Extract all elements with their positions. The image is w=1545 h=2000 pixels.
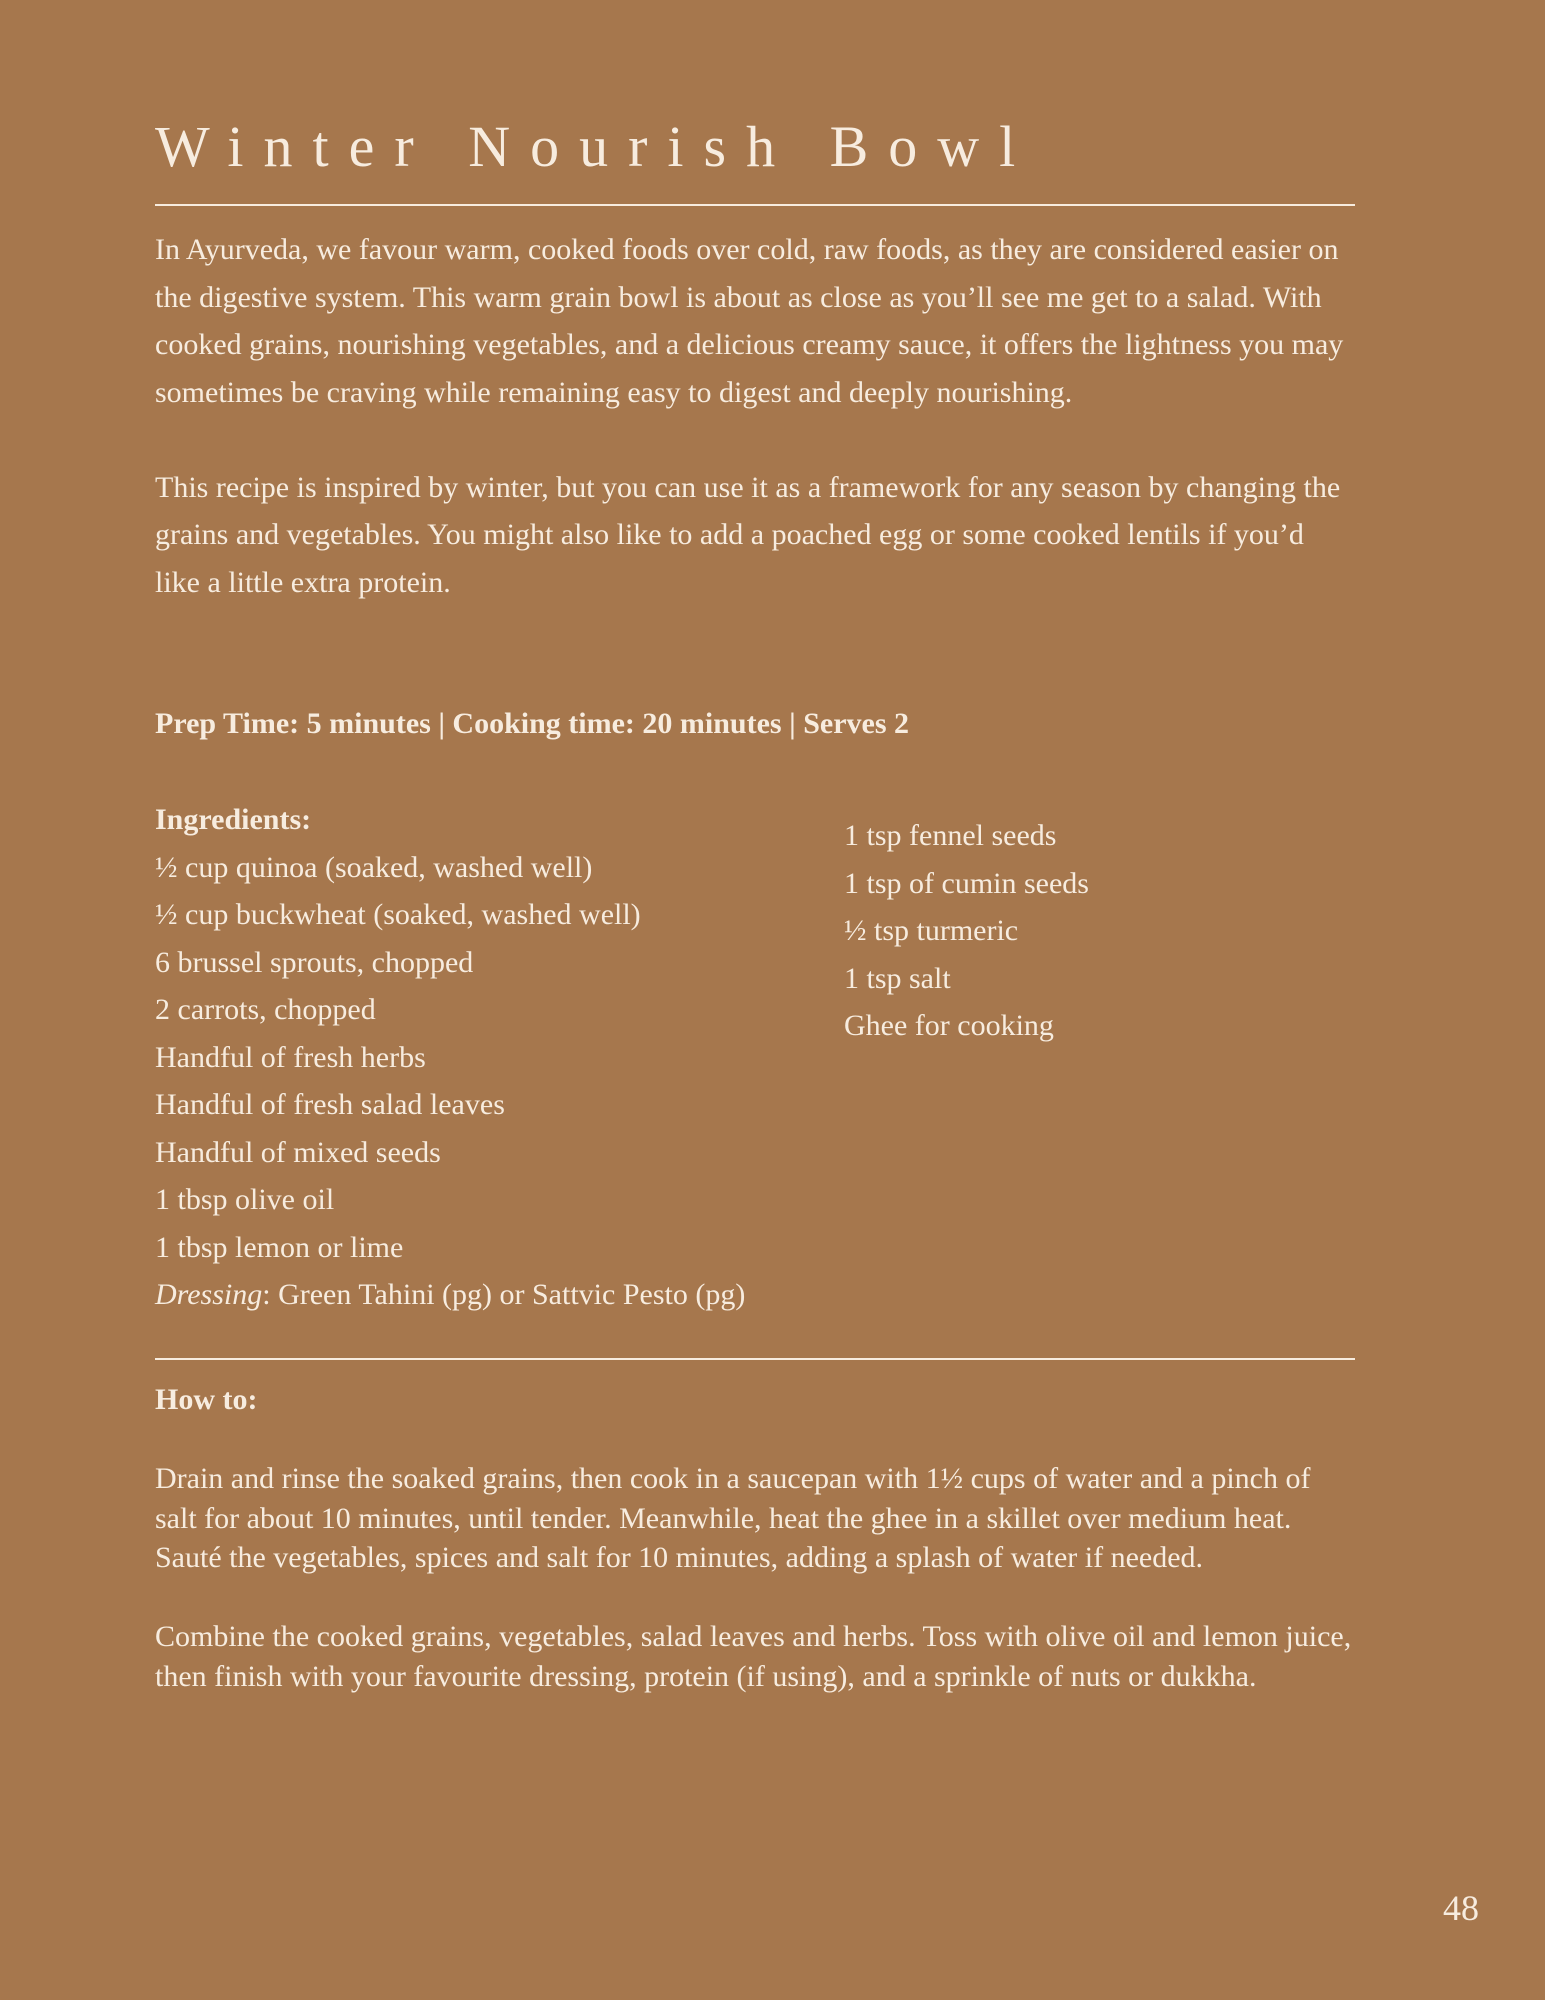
section-divider — [155, 1358, 1355, 1360]
ingredients-heading: Ingredients: — [155, 803, 312, 836]
ingredients-column-left — [155, 796, 825, 1319]
ingredients-column-right — [844, 812, 1344, 1050]
ingredient-item: ½ tsp turmeric — [844, 914, 1019, 947]
intro-paragraph: In Ayurveda, we favour warm, cooked foods over cold, raw foods, as they are considered easier on the digestive system. This warm grain bowl is about as close as you’ll see me get to a salad. With cooked grains, nourishing vegetables, and a delicious creamy sauce, it offers the lightness you may sometimes be craving while remaining easy to digest and deeply nourishing. — [155, 233, 1344, 409]
ingredient-item: 1 tsp of cumin seeds — [844, 866, 1089, 900]
recipe-meta: Prep Time: 5 minutes | Cooking time: 20 minutes | Serves 2 — [155, 707, 910, 740]
ingredient-item: Handful of fresh salad leaves — [155, 1088, 505, 1121]
ingredient-item: 6 brussel sprouts, chopped — [155, 945, 474, 979]
ingredient-item: 1 tbsp lemon or lime — [155, 1230, 404, 1264]
ingredient-item: Handful of fresh herbs — [155, 1040, 426, 1074]
ingredient-item: 2 carrots, chopped — [155, 993, 376, 1026]
ingredient-item: Handful of mixed seeds — [155, 1135, 441, 1169]
ingredient-item: 1 tsp fennel seeds — [844, 819, 1057, 852]
recipe-title: Winter Nourish Bowl — [155, 114, 1036, 179]
title-divider — [155, 204, 1355, 206]
dressing-item — [155, 1271, 825, 1319]
ingredient-item: Ghee for cooking — [844, 1009, 1054, 1042]
method-section — [155, 1380, 1355, 1696]
ingredient-item: ½ cup quinoa (soaked, washed well) — [155, 850, 593, 884]
ingredients-list — [155, 844, 825, 1319]
ingredient-item: 1 tsp salt — [844, 961, 951, 995]
page-number: 48 — [1443, 1888, 1479, 1928]
method-heading: How to: — [155, 1383, 258, 1416]
ingredient-item: ½ cup buckwheat (soaked, washed well) — [155, 898, 641, 931]
dressing-value: : Green Tahini (pg) or Sattvic Pesto (pg) — [262, 1278, 746, 1311]
spices-list — [844, 812, 1344, 1050]
method-paragraph: Combine the cooked grains, vegetables, salad leaves and herbs. Toss with olive oil and lemon juice, then finish with your favourite dressing, protein (if using), and a sprinkle of nuts or dukkha. — [155, 1620, 1352, 1693]
method-paragraph: Drain and rinse the soaked grains, then cook in a saucepan with 1½ cups of water and a pinch of salt for about 10 minutes, until tender. Meanwhile, heat the ghee in a skillet over medium heat. Sauté the vegetables, spices and salt for 10 minutes, adding a splash of water if needed. — [155, 1462, 1311, 1574]
intro-section — [155, 226, 1355, 606]
dressing-label: Dressing — [155, 1278, 263, 1311]
ingredient-item: 1 tbsp olive oil — [155, 1183, 335, 1216]
intro-paragraph: This recipe is inspired by winter, but you can use it as a framework for any season by changing the grains and vegetables. You might also like to add a poached egg or some cooked lentils if you’d like a little extra protein. — [155, 470, 1341, 599]
